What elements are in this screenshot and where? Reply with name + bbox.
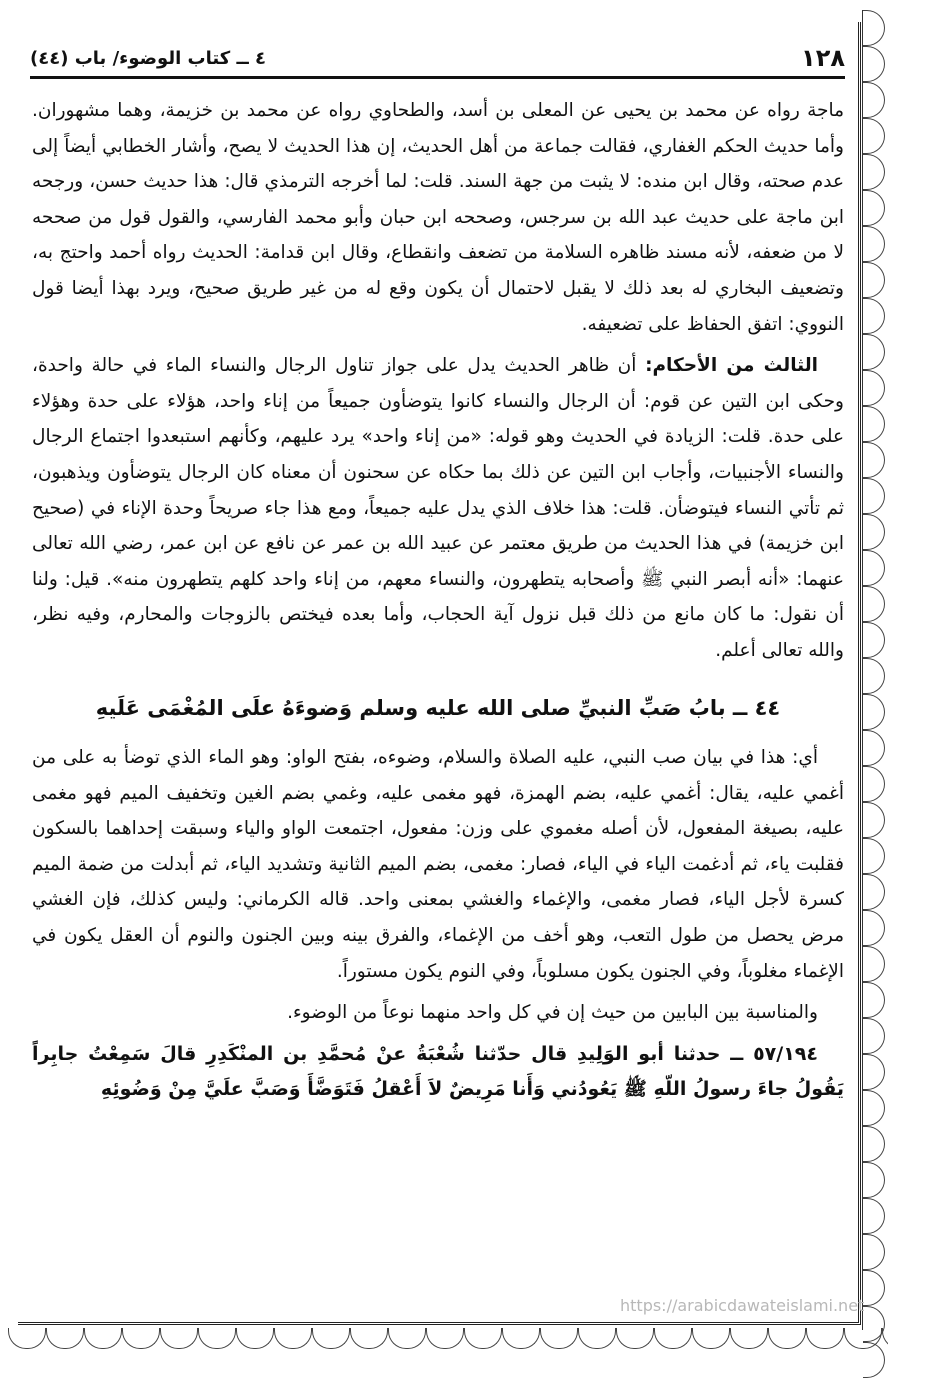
border-ornament [464, 1328, 502, 1349]
border-ornament [863, 190, 885, 226]
border-ornament [863, 334, 885, 370]
watermark: https://arabicdawateislami.net [620, 1296, 865, 1315]
hadith-text: ٥٧/١٩٤ ــ حدثنا أبو الوَلِيدِ قال حدّثنا شُعْبَةُ عنْ مُحمَّدِ بن المنْكَدِرِ قالَ سَمِعْتُ جابِراً يَقُولُ جاءَ رسولُ اللّهِ ﷺ يَعُودُني وَأَنا مَرِيضٌ لاَ أَعْقلُ فَتَوَضَّأَ وَصَبَّ علَيَّ مِنْ وَضُوئِهِ [32, 1042, 844, 1101]
border-ornament [863, 1018, 885, 1054]
border-ornament [863, 622, 885, 658]
border-ornament [236, 1328, 274, 1349]
border-ornament [863, 586, 885, 622]
border-ornament [692, 1328, 730, 1349]
border-ornament [198, 1328, 236, 1349]
border-ornament [882, 1328, 888, 1349]
paragraph-third-ruling [32, 348, 844, 668]
border-ornament [863, 694, 885, 730]
border-ornament [46, 1328, 84, 1349]
border-ornament [160, 1328, 198, 1349]
border-ornament [8, 1328, 46, 1349]
border-ornament [388, 1328, 426, 1349]
border-ornament [863, 46, 885, 82]
border-ornament [730, 1328, 768, 1349]
border-ornament [863, 1270, 885, 1306]
border-ornament [426, 1328, 464, 1349]
border-ornament [863, 514, 885, 550]
border-ornament [863, 1090, 885, 1126]
border-ornament [863, 154, 885, 190]
border-ornament [863, 406, 885, 442]
border-ornament [863, 874, 885, 910]
border-ornament [578, 1328, 616, 1349]
border-ornament [863, 118, 885, 154]
border-ornament [616, 1328, 654, 1349]
border-ornament [350, 1328, 388, 1349]
border-ornament [863, 1198, 885, 1234]
border-ornament [863, 226, 885, 262]
border-ornament [502, 1328, 540, 1349]
paragraph-lead: الثالث من الأحكام: [645, 355, 818, 377]
border-ornament [863, 1054, 885, 1090]
paragraph-continuation: ماجة رواه عن محمد بن يحيى عن المعلى بن أسد، والطحاوي رواه عن محمد بن خزيمة، وهما مشهوران. وأما حديث الحكم الغفاري، فقالت جماعة من أهل الحديث، إن هذا الحديث لا يصح، وأشار الخطابي أيضاً إلى عدم صحته، وقال ابن منده: لا يثبت من جهة السند. قلت: لما أخرجه الترمذي قال: هذا حديث حسن، ورجحه ابن ماجة على حديث عبد الله بن سرجس، وصححه ابن حبان وأبو محمد الفارسي، والقول قول من صححه لا من ضعفه، لأنه مسند ظاهره السلامة من تضعف وانقطاع، وقال ابن قدامة: الحديث رواه أحمد واحتج به، وتضعيف البخاري له بعد ذلك لا يقبل لاحتمال أن يكون وقع له من غير طريق صحيح، ويرد بهذا أيضا قول النووي: اتفق الحفاظ على تضعيفه. [32, 100, 844, 335]
decorative-border-right [862, 10, 885, 1330]
paragraph-text: أن ظاهر الحديث يدل على جواز تناول الرجال والنساء الماء في حالة واحدة، وحكى ابن التين عن قوم: أن الرجال والنساء كانوا يتوضأون جميعاً من إناء واحد، هؤلاء على حدة وهؤلاء على حدة. قلت: الزيادة في الحديث وهو قوله: «من إناء واحد» يرد عليهم، وكأنهم استبعدوا اجتماع الرجال والنساء الأجنبيات، وأجاب ابن التين عن ذلك بما حكاه عن سحنون أن معناه كان الرجال يتوضأون ويذهبون، ثم تأتي النساء فيتوضأن. قلت: هذا خلاف الذي يدل عليه جميعاً، ومع هذا جاء صريحاً وحدة الإناء في (صحيح ابن خزيمة) في هذا الحديث من طريق معتمر عن عبيد الله بن عمر عن نافع عن ابن عمر، رضي الله تعالى عنهما: «أنه أبصر النبي ﷺ وأصحابه يتطهرون، والنساء معهم، من إناء واحد كلهم يتطهرون منه». قيل: ولنا أن نقول: ما كان مانع من ذلك قبل نزول آية الحجاب، وأما بعده فيختص بالزوجات والمحارم، وفيه نظر، والله تعالى أعلم. [32, 355, 844, 661]
border-ornament [768, 1328, 806, 1349]
border-ornament [844, 1328, 882, 1349]
border-ornament [863, 478, 885, 514]
running-title: ٤ ــ كتاب الوضوء/ باب (٤٤) [30, 47, 267, 69]
border-ornament [84, 1328, 122, 1349]
border-ornament [806, 1328, 844, 1349]
border-ornament [122, 1328, 160, 1349]
page-body [32, 93, 844, 1108]
border-ornament [863, 370, 885, 406]
border-ornament [654, 1328, 692, 1349]
border-ornament [863, 658, 885, 694]
border-ornament [863, 442, 885, 478]
border-ornament [863, 982, 885, 1018]
paragraph-relation: والمناسبة بين البابين من حيث إن في كل واحد منهما نوعاً من الوضوء. [287, 1002, 818, 1024]
border-ornament [863, 82, 885, 118]
border-ornament [863, 766, 885, 802]
border-ornament [863, 1126, 885, 1162]
border-ornament [863, 838, 885, 874]
border-ornament [863, 10, 885, 46]
border-ornament [274, 1328, 312, 1349]
border-ornament [863, 550, 885, 586]
page-number: ١٢٨ [801, 44, 845, 72]
paragraph-commentary: أي: هذا في بيان صب النبي، عليه الصلاة والسلام، وضوءه، بفتح الواو: وهو الماء الذي توضأ به على من أغمي عليه، يقال: أغمي عليه، بضم الهمزة، فهو مغمى عليه، وغمي بضم الغين وتخفيف الميم فهو مغمى عليه، بصيغة المفعول، لأن أصله مغموي على وزن: مفعول، اجتمعت الواو والياء وسبقت إحداهما بالسكون فقلبت ياء، ثم أدغمت الياء في الياء، فصار: مغمى، بضم الميم الثانية وتشديد الياء، ثم أبدلت من ضمة الميم كسرة لأجل الياء، فصار مغمى، والإغماء والغشي بمعنى واحد. قاله الكرماني: وليس كذلك، فإن الغشي مرض يحصل من طول التعب، وهو أخف من الإغماء، والفرق بينه وبين الجنون والنوم أن العقل يكون في الإغماء مغلوباً، وفي الجنون يكون مسلوباً، وفي النوم يكون مستوراً. [32, 747, 844, 982]
border-ornament [863, 298, 885, 334]
border-ornament [312, 1328, 350, 1349]
decorative-border-bottom [8, 1328, 888, 1350]
border-ornament [863, 1162, 885, 1198]
border-ornament [863, 946, 885, 982]
border-ornament [863, 730, 885, 766]
border-ornament [863, 802, 885, 838]
page-header [30, 40, 845, 79]
border-ornament [863, 910, 885, 946]
border-ornament [863, 1234, 885, 1270]
chapter-heading: ٤٤ ــ بابُ صَبِّ النبيِّ صلى الله عليه وسلم وَضوءَهُ علَى المُغْمَى عَلَيهِ [95, 695, 781, 720]
border-ornament [540, 1328, 578, 1349]
border-ornament [863, 262, 885, 298]
